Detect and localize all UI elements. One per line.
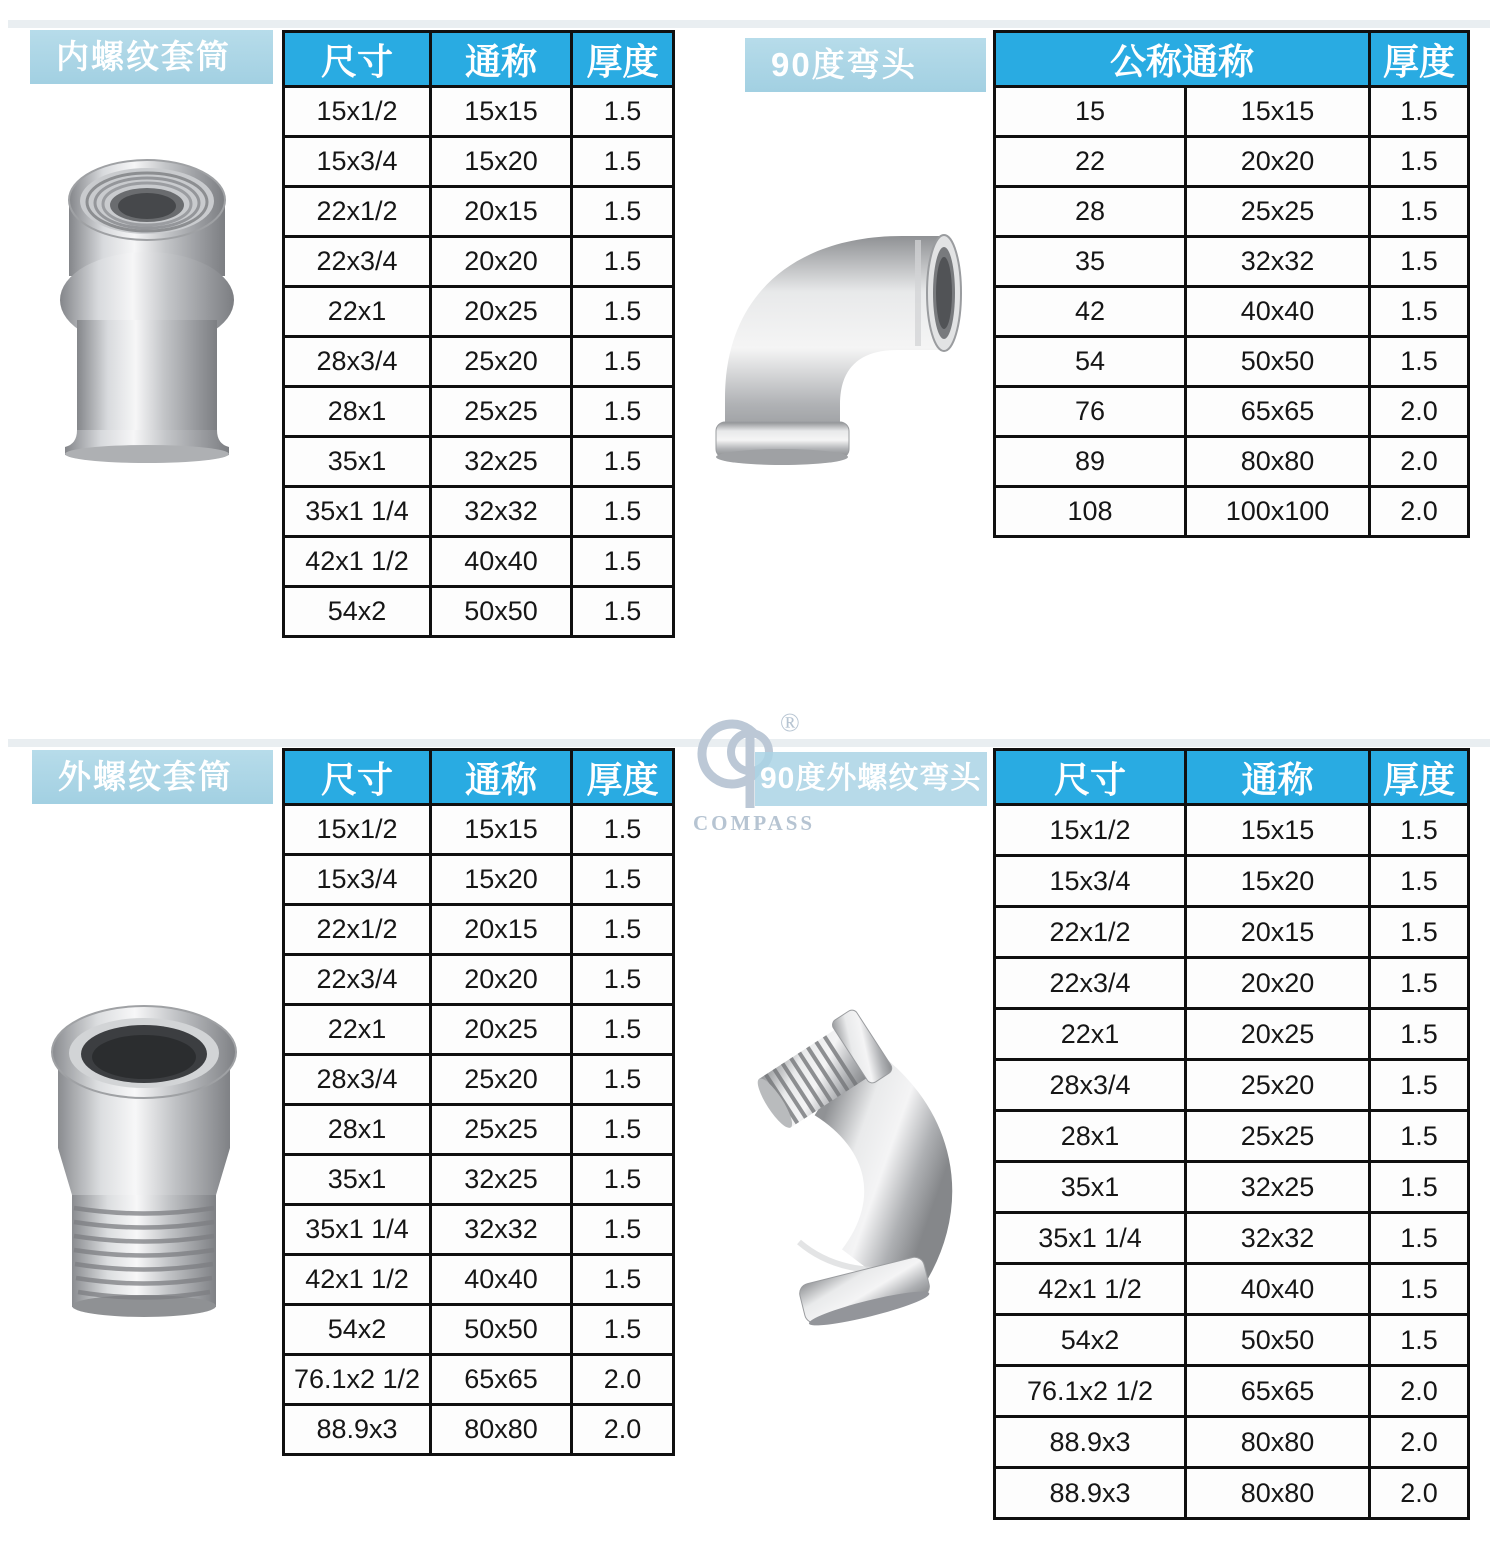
table-cell: 35x1	[284, 437, 431, 487]
table-row	[284, 337, 674, 387]
table-cell: 54	[995, 337, 1186, 387]
table-cell: 1.5	[572, 337, 674, 387]
table-row	[284, 587, 674, 637]
column-header: 厚度	[1370, 750, 1469, 805]
table-row	[284, 1005, 674, 1055]
table-cell: 28x3/4	[284, 1055, 431, 1105]
table-cell: 54x2	[284, 587, 431, 637]
column-header: 通称	[431, 32, 572, 87]
table-cell: 80x80	[1186, 1417, 1370, 1468]
table-cell: 20x20	[431, 237, 572, 287]
table-cell: 80x80	[1186, 1468, 1370, 1519]
table-row	[995, 287, 1469, 337]
column-header: 厚度	[572, 750, 674, 805]
table-cell: 15x1/2	[995, 805, 1186, 856]
table-cell: 22x1	[284, 1005, 431, 1055]
table-row	[284, 287, 674, 337]
registered-mark: ®	[780, 708, 800, 737]
table-cell: 54x2	[284, 1305, 431, 1355]
table-row	[284, 955, 674, 1005]
table-cell: 1.5	[1370, 1162, 1469, 1213]
table-row	[284, 1155, 674, 1205]
table-cell: 1.5	[1370, 237, 1469, 287]
table-cell: 1.5	[572, 855, 674, 905]
table-row	[284, 1305, 674, 1355]
table-cell: 42x1 1/2	[995, 1264, 1186, 1315]
table-cell: 1.5	[572, 537, 674, 587]
table-cell: 1.5	[1370, 1060, 1469, 1111]
table-cell: 28x1	[284, 1105, 431, 1155]
table-cell: 1.5	[1370, 1009, 1469, 1060]
table-cell: 20x15	[431, 187, 572, 237]
table-cell: 25x25	[431, 1105, 572, 1155]
table-cell: 1.5	[572, 1255, 674, 1305]
table-cell: 1.5	[572, 1055, 674, 1105]
table-cell: 35x1 1/4	[284, 487, 431, 537]
table-cell: 28x3/4	[995, 1060, 1186, 1111]
table-cell: 1.5	[1370, 958, 1469, 1009]
table-cell: 1.5	[572, 1155, 674, 1205]
table-cell: 32x25	[1186, 1162, 1370, 1213]
table-row	[995, 1060, 1469, 1111]
table-row	[284, 1355, 674, 1405]
table-cell: 88.9x3	[995, 1417, 1186, 1468]
table-cell: 25x20	[431, 337, 572, 387]
table-cell: 1.5	[1370, 337, 1469, 387]
table-cell: 1.5	[1370, 187, 1469, 237]
table-cell: 15x3/4	[995, 856, 1186, 907]
table-cell: 32x25	[431, 437, 572, 487]
product-photo-elbow-90	[692, 208, 972, 468]
table-cell: 1.5	[572, 905, 674, 955]
table-row	[284, 1105, 674, 1155]
table-cell: 50x50	[431, 1305, 572, 1355]
table-cell: 42x1 1/2	[284, 537, 431, 587]
table-cell: 1.5	[1370, 1111, 1469, 1162]
table-cell: 22	[995, 137, 1186, 187]
table-cell: 28x3/4	[284, 337, 431, 387]
table-cell: 35	[995, 237, 1186, 287]
table-row	[995, 805, 1469, 856]
table-cell: 15x20	[431, 137, 572, 187]
column-header: 通称	[431, 750, 572, 805]
table-cell: 40x40	[1186, 287, 1370, 337]
section-title-elbow-90	[745, 38, 986, 92]
product-photo-elbow-90-male	[735, 980, 970, 1330]
table-cell: 80x80	[431, 1405, 572, 1455]
table-cell: 25x20	[1186, 1060, 1370, 1111]
table-cell: 15x15	[431, 87, 572, 137]
table-cell: 22x1/2	[284, 905, 431, 955]
table-cell: 88.9x3	[284, 1405, 431, 1455]
table-cell: 1.5	[572, 237, 674, 287]
table-cell: 2.0	[1370, 437, 1469, 487]
spec-table-elbow-90	[993, 30, 1470, 538]
table-row	[995, 1315, 1469, 1366]
table-cell: 15x20	[1186, 856, 1370, 907]
table-cell: 76.1x2 1/2	[284, 1355, 431, 1405]
product-photo-female-coupling	[52, 148, 242, 463]
table-cell: 1.5	[572, 187, 674, 237]
table-row	[995, 137, 1469, 187]
table-row	[284, 87, 674, 137]
section-title-label: 外螺纹套筒	[58, 758, 233, 795]
table-row	[995, 1213, 1469, 1264]
table-row	[995, 1366, 1469, 1417]
table-row	[284, 1405, 674, 1455]
table-cell: 1.5	[1370, 137, 1469, 187]
table-cell: 1.5	[1370, 87, 1469, 137]
product-photo-male-adapter	[38, 995, 253, 1335]
table-cell: 54x2	[995, 1315, 1186, 1366]
table-cell: 1.5	[572, 287, 674, 337]
table-cell: 2.0	[572, 1405, 674, 1455]
table-cell: 100x100	[1186, 487, 1370, 537]
table-cell: 22x3/4	[284, 237, 431, 287]
spec-table-female-socket	[282, 30, 675, 638]
table-cell: 2.0	[572, 1355, 674, 1405]
table-cell: 1.5	[572, 587, 674, 637]
table-cell: 15	[995, 87, 1186, 137]
table-row	[995, 437, 1469, 487]
table-cell: 25x25	[1186, 187, 1370, 237]
table-cell: 32x32	[431, 487, 572, 537]
table-row	[995, 958, 1469, 1009]
table-cell: 40x40	[431, 537, 572, 587]
table-cell: 89	[995, 437, 1186, 487]
table-cell: 32x32	[1186, 237, 1370, 287]
table-row	[995, 1468, 1469, 1519]
table-cell: 1.5	[1370, 907, 1469, 958]
table-row	[284, 805, 674, 855]
table-cell: 35x1 1/4	[995, 1213, 1186, 1264]
table-row	[995, 187, 1469, 237]
table-cell: 20x25	[431, 287, 572, 337]
table-cell: 50x50	[1186, 337, 1370, 387]
table-cell: 20x25	[431, 1005, 572, 1055]
table-row	[995, 856, 1469, 907]
table-cell: 40x40	[1186, 1264, 1370, 1315]
column-header: 尺寸	[995, 750, 1186, 805]
table-cell: 15x15	[431, 805, 572, 855]
table-cell: 50x50	[1186, 1315, 1370, 1366]
table-row	[284, 187, 674, 237]
table-cell: 20x20	[1186, 958, 1370, 1009]
table-cell: 2.0	[1370, 387, 1469, 437]
table-cell: 32x32	[431, 1205, 572, 1255]
table-cell: 22x1/2	[995, 907, 1186, 958]
header-row	[995, 750, 1469, 805]
table-cell: 22x3/4	[995, 958, 1186, 1009]
section-title-elbow-90-male	[755, 752, 987, 806]
section-title-label: 90度弯头	[771, 46, 917, 83]
section-title-male-socket	[32, 750, 273, 804]
table-row	[995, 1417, 1469, 1468]
table-cell: 22x1	[995, 1009, 1186, 1060]
section-title-female-socket	[30, 30, 273, 84]
table-row	[995, 1009, 1469, 1060]
table-cell: 15x1/2	[284, 87, 431, 137]
table-cell: 65x65	[431, 1355, 572, 1405]
table-cell: 1.5	[572, 1005, 674, 1055]
table-row	[995, 1264, 1469, 1315]
table-cell: 1.5	[572, 1305, 674, 1355]
table-cell: 20x15	[431, 905, 572, 955]
table-cell: 65x65	[1186, 1366, 1370, 1417]
column-header: 通称	[1186, 750, 1370, 805]
table-row	[995, 907, 1469, 958]
column-header: 公称通称	[995, 32, 1370, 87]
table-cell: 88.9x3	[995, 1468, 1186, 1519]
spec-table-male-socket	[282, 748, 675, 1456]
table-cell: 35x1	[995, 1162, 1186, 1213]
table-cell: 20x20	[431, 955, 572, 1005]
section-title-label: 内螺纹套筒	[56, 38, 231, 75]
table-cell: 28x1	[284, 387, 431, 437]
table-cell: 22x3/4	[284, 955, 431, 1005]
table-cell: 25x20	[431, 1055, 572, 1105]
table-row	[284, 905, 674, 955]
table-row	[284, 237, 674, 287]
column-header: 厚度	[1370, 32, 1469, 87]
table-cell: 1.5	[572, 1205, 674, 1255]
table-row	[284, 1255, 674, 1305]
table-cell: 1.5	[572, 805, 674, 855]
table-row	[284, 137, 674, 187]
table-cell: 32x32	[1186, 1213, 1370, 1264]
table-cell: 1.5	[572, 437, 674, 487]
table-row	[995, 1162, 1469, 1213]
table-cell: 40x40	[431, 1255, 572, 1305]
table-cell: 1.5	[572, 387, 674, 437]
table-row	[284, 537, 674, 587]
table-cell: 1.5	[572, 1105, 674, 1155]
table-row	[995, 487, 1469, 537]
table-row	[995, 237, 1469, 287]
table-cell: 1.5	[1370, 1213, 1469, 1264]
compass-logo-text: COMPASS	[693, 811, 816, 835]
table-cell: 76.1x2 1/2	[995, 1366, 1186, 1417]
table-cell: 22x1/2	[284, 187, 431, 237]
table-cell: 20x25	[1186, 1009, 1370, 1060]
table-cell: 15x3/4	[284, 137, 431, 187]
table-cell: 108	[995, 487, 1186, 537]
table-cell: 1.5	[1370, 805, 1469, 856]
table-cell: 25x25	[1186, 1111, 1370, 1162]
table-row	[284, 487, 674, 537]
table-row	[995, 1111, 1469, 1162]
table-cell: 15x15	[1186, 87, 1370, 137]
section-title-label: 90度外螺纹弯头	[760, 762, 982, 795]
top-divider	[8, 20, 1490, 28]
table-cell: 2.0	[1370, 1417, 1469, 1468]
table-cell: 2.0	[1370, 1468, 1469, 1519]
table-cell: 1.5	[572, 955, 674, 1005]
table-cell: 2.0	[1370, 487, 1469, 537]
table-cell: 1.5	[1370, 1264, 1469, 1315]
table-row	[284, 387, 674, 437]
table-cell: 42x1 1/2	[284, 1255, 431, 1305]
spec-table-elbow-90-male	[993, 748, 1470, 1520]
column-header: 尺寸	[284, 750, 431, 805]
table-row	[284, 1055, 674, 1105]
table-row	[284, 1205, 674, 1255]
table-row	[995, 387, 1469, 437]
table-cell: 1.5	[1370, 1315, 1469, 1366]
header-row	[995, 32, 1469, 87]
table-cell: 28	[995, 187, 1186, 237]
header-row	[284, 750, 674, 805]
table-cell: 15x3/4	[284, 855, 431, 905]
table-row	[284, 437, 674, 487]
table-cell: 1.5	[572, 87, 674, 137]
table-cell: 20x15	[1186, 907, 1370, 958]
table-cell: 50x50	[431, 587, 572, 637]
table-cell: 35x1	[284, 1155, 431, 1205]
column-header: 尺寸	[284, 32, 431, 87]
table-cell: 1.5	[1370, 856, 1469, 907]
table-cell: 2.0	[1370, 1366, 1469, 1417]
table-cell: 1.5	[1370, 287, 1469, 337]
table-cell: 20x20	[1186, 137, 1370, 187]
table-cell: 65x65	[1186, 387, 1370, 437]
table-cell: 1.5	[572, 487, 674, 537]
table-cell: 28x1	[995, 1111, 1186, 1162]
table-cell: 25x25	[431, 387, 572, 437]
table-cell: 15x15	[1186, 805, 1370, 856]
table-cell: 15x1/2	[284, 805, 431, 855]
column-header: 厚度	[572, 32, 674, 87]
table-cell: 76	[995, 387, 1186, 437]
table-row	[995, 87, 1469, 137]
table-cell: 32x25	[431, 1155, 572, 1205]
table-row	[995, 337, 1469, 387]
table-row	[284, 855, 674, 905]
table-cell: 15x20	[431, 855, 572, 905]
table-cell: 42	[995, 287, 1186, 337]
header-row	[284, 32, 674, 87]
table-cell: 1.5	[572, 137, 674, 187]
table-cell: 22x1	[284, 287, 431, 337]
table-cell: 35x1 1/4	[284, 1205, 431, 1255]
table-cell: 80x80	[1186, 437, 1370, 487]
